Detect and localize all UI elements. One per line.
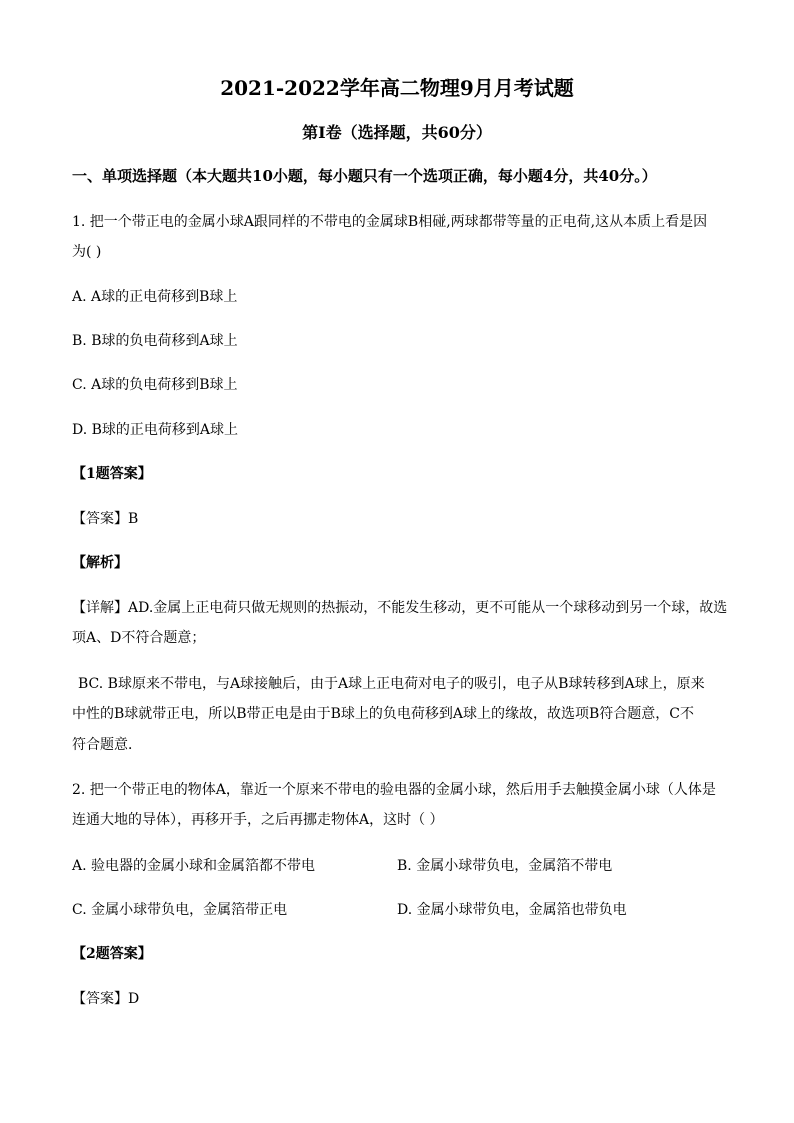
q2-option-a: A. 验电器的金属小球和金属箔都不带电 [72,858,316,874]
page-title: 2021-2022学年高二物理9月月考试题 [220,76,574,100]
q1-option-c: C. A球的负电荷移到B球上 [72,377,238,393]
q1-option-b: B. B球的负电荷移到A球上 [72,333,238,349]
q1-stem-line2: 为( ) [72,244,102,260]
section-heading: 一、单项选择题（本大题共10小题，每小题只有一个选项正确，每小题4分，共40分。） [72,167,657,185]
q2-option-b: B. 金属小球带负电，金属箔不带电 [397,858,613,874]
q1-answer-header: 【1题答案】 [72,466,152,482]
q2-option-c: C. 金属小球带负电，金属箔带正电 [72,902,288,918]
q2-answer: 【答案】D [72,991,140,1007]
q2-stem-line1: 2. 把一个带正电的物体A，靠近一个原来不带电的验电器的金属小球，然后用手去触摸金属小球（人体是 [72,782,716,798]
q1-bc-line2: 中性的B球就带正电，所以B带正电是由于B球上的负电荷移到A球上的缘故，故选项B符合题意，C不 [72,706,694,722]
q1-detail-line1: 【详解】AD.金属上正电荷只做无规则的热振动，不能发生移动，更不可能从一个球移动到另一个球，故选 [72,600,728,616]
q2-answer-header: 【2题答案】 [72,946,152,962]
q1-stem-line1: 1. 把一个带正电的金属小球A跟同样的不带电的金属球B相碰,两球都带等量的正电荷,这从本质上看是因 [72,214,708,230]
q2-options-row1 [72,856,722,876]
q1-detail-line2: 项A、D不符合题意； [72,630,206,646]
q1-bc-line3: 符合题意． [72,737,142,753]
q1-option-d: D. B球的正电荷移到A球上 [72,422,239,438]
q2-options-row2 [72,900,722,920]
q1-bc-line1: BC. B球原来不带电，与A球接触后，由于A球上正电荷对电子的吸引，电子从B球转移到A球上，原来 [78,676,705,692]
q2-option-d: D. 金属小球带负电，金属箔也带负电 [397,902,627,918]
q1-option-a: A. A球的正电荷移到B球上 [72,289,238,305]
q1-analysis-header: 【解析】 [72,555,128,571]
q1-answer: 【答案】B [72,511,139,527]
q2-stem-line2: 连通大地的导体），再移开手，之后再挪走物体A，这时（ ） [72,812,444,828]
page-subtitle: 第I卷（选择题，共60分） [302,123,492,142]
